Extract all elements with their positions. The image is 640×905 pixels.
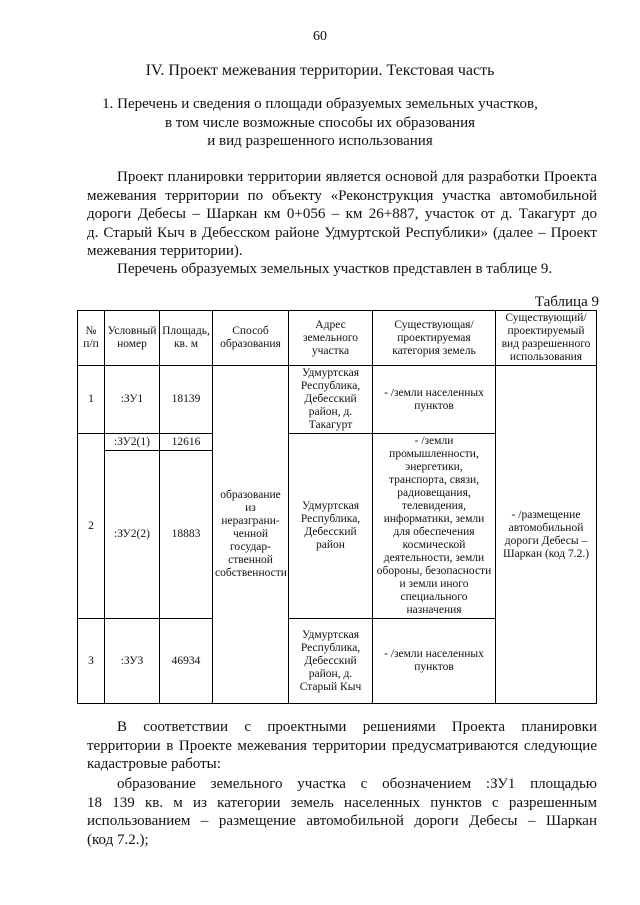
- cell-address: Удмуртская Республика, Дебесский район, д. Старый Кыч: [289, 619, 373, 704]
- cell-category: - /земли населенных пунктов: [373, 619, 496, 704]
- cell-cond-num: :ЗУ2(2): [105, 451, 160, 619]
- closing-paragraph: [87, 718, 597, 774]
- paragraph-line: д. Старый Кыч в Дебесском районе Удмуртской Республики» (далее – Проект: [87, 224, 597, 241]
- paragraph-line: территории в Проекте межевания территории предусматриваются следующие: [87, 737, 597, 754]
- paragraph-line: образование земельного участка с обозначением :ЗУ1 площадью: [117, 776, 597, 792]
- table-caption: Таблица 9: [534, 294, 599, 310]
- header-category: Существующая/ проектируемая категория земель: [373, 311, 496, 366]
- cell-area: 18883: [160, 451, 213, 619]
- paragraph-line: межевания территории по объекту «Реконструкция участка автомобильной: [87, 187, 597, 204]
- cell-category: - /земли промышленности, энергетики, транспорта, связи, радиовещания, телевидения, информатики, земли для обеспечения космической деятельности, земли обороны, безопасности и земли иного специального назначения: [373, 434, 496, 619]
- header-method: Способ образования: [213, 311, 289, 366]
- header-use: Существующий/ проектируемый вид разрешенного использования: [496, 311, 597, 366]
- section-title: IV. Проект межевания территории. Текстовая часть: [145, 62, 495, 79]
- cell-num: 2: [78, 434, 105, 619]
- land-plots-table: [77, 310, 597, 704]
- subsection-title: [60, 95, 580, 151]
- cell-num: 1: [78, 366, 105, 434]
- list-item: [87, 775, 597, 849]
- paragraph-line: Проект планировки территории является основой для разработки Проекта: [117, 169, 597, 185]
- cell-area: 12616: [160, 434, 213, 451]
- paragraph-line: использованием – размещение автомобильной дороги Дебесы – Шаркан: [87, 813, 597, 829]
- intro-paragraph: [87, 168, 597, 261]
- table-header-row: [78, 311, 597, 366]
- subsection-title-line: и вид разрешенного использования: [207, 133, 433, 149]
- cell-category: - /земли населенных пунктов: [373, 366, 496, 434]
- paragraph-line: В соответствии с проектными решениями Проекта планировки: [117, 719, 597, 735]
- header-cond-num: Условный номер: [105, 311, 160, 366]
- cell-address: Удмуртская Республика, Дебесский район, д. Такагурт: [289, 366, 373, 434]
- cell-method-merged: образование из неразграни-ченной государ-ственной собственности: [213, 366, 289, 704]
- cell-cond-num: :ЗУ3: [105, 619, 160, 704]
- paragraph-line: дороги Дебесы – Шаркан км 0+056 – км 26+887, участок от д. Такагурт до: [87, 206, 597, 222]
- header-address: Адрес земельного участка: [289, 311, 373, 366]
- subsection-title-line: в том числе возможные способы их образования: [164, 114, 476, 131]
- cell-address: Удмуртская Республика, Дебесский район: [289, 434, 373, 619]
- cell-use-merged: - /размещение автомобильной дороги Дебесы – Шаркан (код 7.2.): [496, 366, 597, 704]
- paragraph-line: 18 139 кв. м из категории земель населенных пунктов с разрешенным: [87, 794, 597, 811]
- cell-cond-num: :ЗУ1: [105, 366, 160, 434]
- table-intro: Перечень образуемых земельных участков представлен в таблице 9.: [117, 261, 553, 277]
- subsection-title-line: 1. Перечень и сведения о площади образуемых земельных участков,: [102, 96, 538, 112]
- cell-area: 46934: [160, 619, 213, 704]
- paragraph-line: межевания территории).: [87, 243, 243, 259]
- cell-num: 3: [78, 619, 105, 704]
- header-area: Площадь, кв. м: [160, 311, 213, 366]
- table-row: [78, 366, 597, 434]
- cell-cond-num: :ЗУ2(1): [105, 434, 160, 451]
- header-num: № п/п: [78, 311, 105, 366]
- paragraph-line: (код 7.2.);: [87, 831, 149, 848]
- page-number: 60: [313, 29, 327, 44]
- cell-area: 18139: [160, 366, 213, 434]
- paragraph-line: кадастровые работы:: [87, 756, 221, 772]
